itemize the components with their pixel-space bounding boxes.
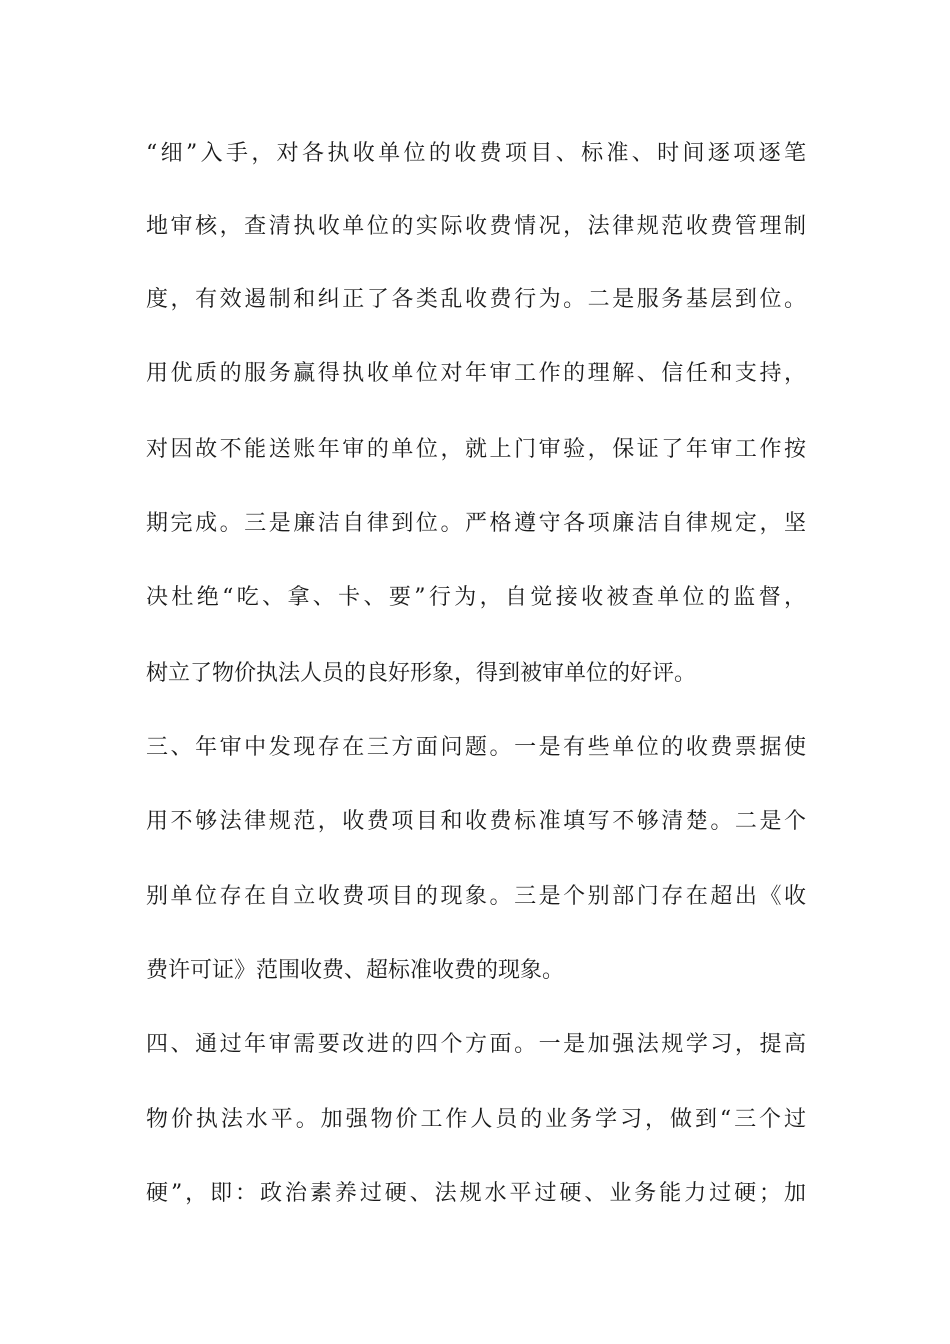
text-line: 地审核，查清执收单位的实际收费情况，法律规范收费管理制 [146, 214, 806, 239]
text-line: 用优质的服务赢得执收单位对年审工作的理解、信任和支持， [146, 361, 806, 386]
text-line: 四、通过年审需要改进的四个方面。一是加强法规学习，提高 [146, 1032, 806, 1057]
text-line: 硬”，即：政治素养过硬、法规水平过硬、业务能力过硬；加 [146, 1181, 806, 1206]
text-line: 三、年审中发现存在三方面问题。一是有些单位的收费票据使 [146, 735, 806, 760]
text-line: 物价执法水平。加强物价工作人员的业务学习，做到“三个过 [146, 1107, 806, 1132]
text-line: 度，有效遏制和纠正了各类乱收费行为。二是服务基层到位。 [146, 287, 806, 312]
text-line: 决杜绝“吃、拿、卡、要”行为，自觉接收被查单位的监督， [146, 585, 806, 610]
text-line: 用不够法律规范，收费项目和收费标准填写不够清楚。二是个 [146, 809, 806, 834]
text-line: 对因故不能送账年审的单位，就上门审验，保证了年审工作按 [146, 437, 806, 462]
text-line: 期完成。三是廉洁自律到位。严格遵守各项廉洁自律规定，坚 [146, 511, 806, 536]
text-line: “细”入手，对各执收单位的收费项目、标准、时间逐项逐笔 [146, 141, 806, 166]
text-line: 树立了物价执法人员的良好形象，得到被审单位的好评。 [146, 661, 697, 686]
text-line: 别单位存在自立收费项目的现象。三是个别部门存在超出《收 [146, 884, 806, 909]
text-line: 费许可证》范围收费、超标准收费的现象。 [146, 958, 565, 983]
